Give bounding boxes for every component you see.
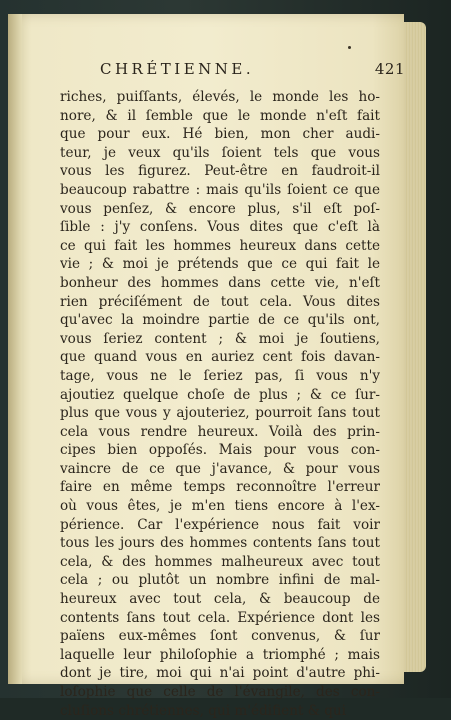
text-line: que quand vous en auriez cent fois davan-: [60, 349, 380, 366]
text-line: tage, vous ne le ſeriez pas, ſi vous n'y: [60, 367, 380, 384]
page-number: 421: [374, 60, 405, 78]
text-line: que pour eux. Hé bien, mon cher audi-: [60, 126, 380, 143]
text-line: rien préciſément de tout cela. Vous dites: [60, 293, 380, 310]
text-line: cela ; ou plutôt un nombre infini de mal-: [60, 572, 380, 589]
text-line: riches, puiſſants, élevés, le monde les ho-: [60, 89, 380, 105]
text-line: heureux avec tout cela, & beaucoup de: [60, 591, 380, 608]
text-line: tous les jours des hommes contents ſans tout: [60, 535, 380, 552]
text-line: vaincre de ce que j'avance, & pour vous: [60, 460, 380, 477]
text-line: vous les figurez. Peut-être en faudroit-il: [60, 163, 380, 180]
text-line: plus que vous y ajouteriez, pourroit ſans tout: [60, 405, 380, 422]
text-line: cela vous rendre heureux. Voilà des prin-: [60, 423, 380, 440]
text-line: contents ſans tout cela. Expérience dont les: [60, 609, 380, 626]
text-line: ſible : j'y conſens. Vous dites que c'eſt là: [60, 219, 380, 236]
text-line: laquelle leur philoſophie a triomphé ; mais: [60, 646, 380, 663]
text-line: faire en même temps reconnoître l'erreur: [60, 479, 380, 496]
text-line: bonheur des hommes dans cette vie, n'eſt: [60, 274, 380, 291]
text-line: périence. Car l'expérience nous fait voir: [60, 516, 380, 533]
text-line: ajoutiez quelque choſe de plus ; & ce ſur-: [60, 386, 380, 403]
text-line: où vous êtes, je m'en tiens encore à l'ex-: [60, 498, 380, 515]
text-line: cluſions chrétiennes, qui m'édifient & qui: [60, 702, 346, 719]
text-line: païens eux-mêmes ſont convenus, & ſur: [60, 628, 380, 645]
text-line: cipes bien oppoſés. Mais pour vous con-: [60, 442, 380, 459]
text-line: beaucoup rabattre : mais qu'ils ſoient ce que: [60, 181, 380, 198]
text-line: ce qui fait les hommes heureux dans cette: [60, 237, 380, 254]
text-line: cela, & des hommes malheureux avec tout: [60, 553, 380, 570]
page-gutter: [8, 14, 22, 684]
body-text: [60, 88, 380, 720]
text-line: loſophie que celle de l'évangile, des con-: [60, 684, 380, 700]
text-line: dont je tire, moi qui n'ai point d'autre phi-: [60, 665, 380, 682]
text-line: vie ; & moi je prétends que ce qui fait le: [60, 256, 380, 273]
text-line: nore, & il ſemble que le monde n'eſt fait: [60, 107, 380, 124]
text-line: teur, je veux qu'ils ſoient tels que vous: [60, 144, 380, 161]
text-line: qu'avec la moindre partie de ce qu'ils ont,: [60, 312, 380, 329]
text-line: vous penſez, & encore plus, s'il eſt poſ-: [60, 200, 380, 217]
ink-speck: [348, 46, 351, 49]
running-title: CHRÉTIENNE.: [100, 60, 255, 78]
page-header: [100, 60, 405, 84]
text-line: vous ſeriez content ; & moi je ſoutiens,: [60, 330, 380, 347]
